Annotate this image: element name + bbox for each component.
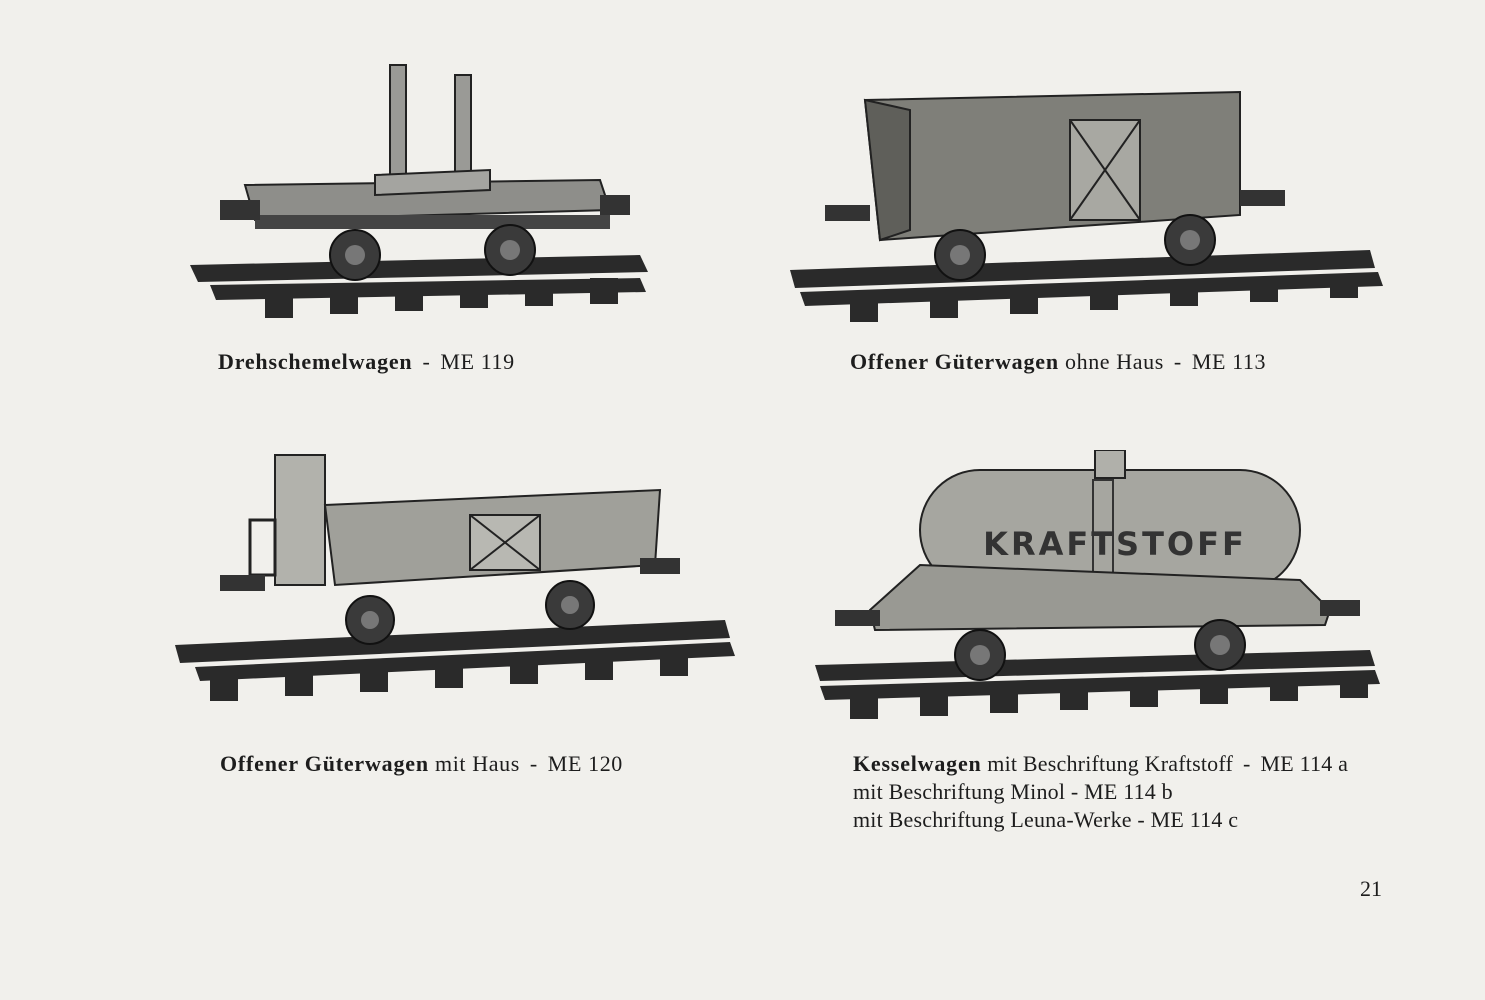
caption-product-name: Offener Güterwagen <box>220 751 429 776</box>
caption-offener-gueterwagen-ohne-haus: Offener Güterwagen ohne Haus - ME 113 <box>850 349 1267 374</box>
caption-model-code: ME 113 <box>1191 349 1267 374</box>
caption-model-code: ME 119 <box>440 349 515 374</box>
caption-line: Kesselwagen mit Beschriftung Kraftstoff - ME 114 a <box>853 751 1349 776</box>
caption-kesselwagen <box>853 750 1348 834</box>
caption-product-name: Drehschemelwagen <box>218 349 413 374</box>
offener-gueterwagen-ohne-haus-illustration <box>780 80 1390 330</box>
caption-variant: ohne Haus <box>1065 349 1164 374</box>
caption-model-code: ME 120 <box>547 751 623 776</box>
caption-variant: mit Haus <box>435 751 520 776</box>
drehschemelwagen-illustration <box>170 60 660 330</box>
offener-gueterwagen-mit-haus-illustration <box>170 450 740 710</box>
caption-product-name: Kesselwagen <box>853 751 982 776</box>
caption-line-minol: mit Beschriftung Minol - ME 114 b <box>853 779 1173 804</box>
caption-variant: mit Beschriftung Kraftstoff <box>987 751 1234 776</box>
caption-drehschemelwagen: Drehschemelwagen - ME 119 <box>218 349 515 374</box>
kesselwagen-illustration <box>810 450 1390 730</box>
caption-offener-gueterwagen-mit-haus: Offener Güterwagen mit Haus - ME 120 <box>220 751 623 776</box>
caption-line-leuna: mit Beschriftung Leuna-Werke - ME 114 c <box>853 807 1239 832</box>
page-number: 21 <box>1360 876 1382 901</box>
tank-lettering: KRAFTSTOFF <box>983 525 1247 563</box>
caption-model-code: ME 114 a <box>1260 751 1349 776</box>
caption-product-name: Offener Güterwagen <box>850 349 1059 374</box>
